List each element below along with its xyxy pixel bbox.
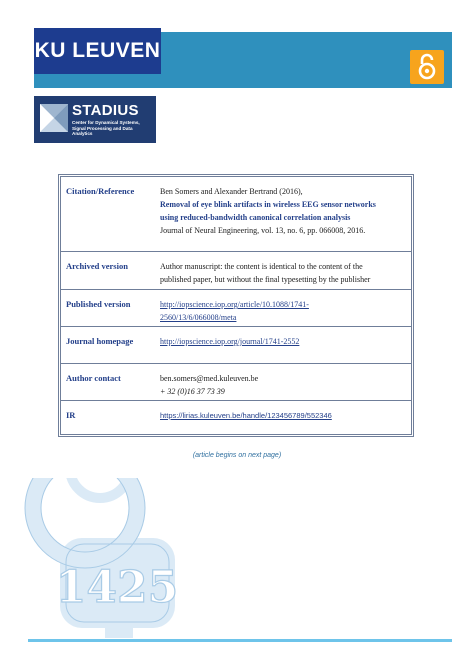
ku-leuven-logo xyxy=(34,28,161,74)
stadius-title: STADIUS xyxy=(72,102,139,119)
citation-title-line-1: Removal of eye blink artifacts in wireless EEG sensor networks xyxy=(160,200,376,209)
contact-email[interactable]: ben.somers@med.kuleuven.be xyxy=(160,374,259,383)
stadius-logo xyxy=(34,96,156,143)
archived-text-line-2: published paper, but without the final typesetting by the publisher xyxy=(160,275,371,284)
row-ir xyxy=(61,401,411,434)
citation-value xyxy=(160,185,407,237)
ir-value xyxy=(160,409,407,422)
row-contact xyxy=(61,364,411,401)
open-access-lock-icon xyxy=(416,53,438,81)
citation-label: Citation/Reference xyxy=(66,186,135,196)
contact-phone: + 32 (0)16 37 73 39 xyxy=(160,387,225,396)
stadius-subtitle-line-2: Signal Processing and Data Analytics xyxy=(72,125,133,137)
reference-table xyxy=(58,174,414,437)
homepage-label: Journal homepage xyxy=(66,336,134,346)
archived-label: Archived version xyxy=(66,261,128,271)
published-label: Published version xyxy=(66,299,131,309)
row-published xyxy=(61,290,411,327)
citation-authors: Ben Somers and Alexander Bertrand (2016), xyxy=(160,187,303,196)
citation-journal: Journal of Neural Engineering, vol. 13, no. 6, pp. 066008, 2016. xyxy=(160,226,366,235)
archived-text-line-1: Author manuscript: the content is identical to the content of the xyxy=(160,262,363,271)
ku-leuven-seal-watermark xyxy=(0,478,240,638)
stadius-emblem-icon xyxy=(40,104,68,132)
published-link-line-1[interactable]: http://iopscience.iop.org/article/10.1088/1741- xyxy=(160,300,309,309)
ir-label: IR xyxy=(66,410,76,420)
brand-name: KU LEUVEN xyxy=(34,39,161,62)
published-link-line-2[interactable]: 2560/13/6/066008/meta xyxy=(160,313,237,322)
stadius-subtitle xyxy=(72,120,154,137)
article-begins-note: (article begins on next page) xyxy=(192,452,282,459)
contact-value xyxy=(160,372,407,398)
stadius-subtitle-line-1: Center for Dynamical Systems, xyxy=(72,120,140,125)
open-access-icon xyxy=(410,50,444,84)
seal-number: 1425 xyxy=(55,562,179,613)
homepage-link[interactable]: http://iopscience.iop.org/journal/1741-2552 xyxy=(160,337,300,346)
archived-value xyxy=(160,260,407,286)
row-homepage xyxy=(61,327,411,364)
homepage-value xyxy=(160,335,407,348)
row-archived xyxy=(61,252,411,290)
row-citation xyxy=(61,177,411,252)
published-value xyxy=(160,298,407,324)
contact-label: Author contact xyxy=(66,373,121,383)
footer-line xyxy=(28,639,452,642)
citation-title-line-2: using reduced-bandwidth canonical correlation analysis xyxy=(160,213,351,222)
ir-link[interactable]: https://lirias.kuleuven.be/handle/123456789/552346 xyxy=(160,411,332,420)
